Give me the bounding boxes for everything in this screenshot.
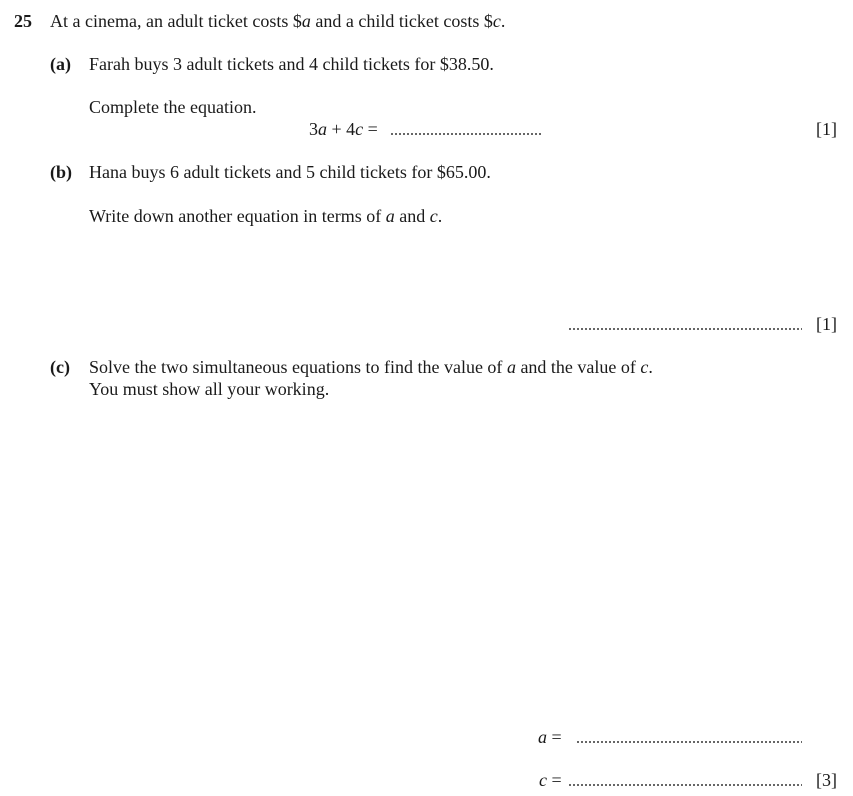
part-c-marks: [3] [816,770,837,790]
part-a-instruction: Complete the equation. [89,97,257,117]
part-a-equation: 3a + 4c = [309,119,378,139]
answer-c-line[interactable] [568,784,802,786]
part-a-label: (a) [50,54,71,74]
part-a-marks: [1] [816,119,837,139]
part-b-answer-line[interactable] [568,328,802,330]
part-b-text: Hana buys 6 adult tickets and 5 child tickets for $65.00. [89,162,491,182]
part-a-text: Farah buys 3 adult tickets and 4 child tickets for $38.50. [89,54,494,74]
answer-a-line[interactable] [576,741,802,743]
part-c-label: (c) [50,357,70,377]
answer-c-label: c = [539,770,562,790]
part-b-marks: [1] [816,314,837,334]
part-c-line2: You must show all your working. [89,379,330,399]
part-b-instruction: Write down another equation in terms of a and c. [89,206,443,226]
part-a-answer-line[interactable] [390,133,542,135]
answer-a-label: a = [538,727,562,747]
part-c-line1: Solve the two simultaneous equations to find the value of a and the value of c. [89,357,653,377]
question-stem: At a cinema, an adult ticket costs $a and a child ticket costs $c. [50,11,506,31]
part-b-label: (b) [50,162,72,182]
question-number: 25 [14,11,32,31]
